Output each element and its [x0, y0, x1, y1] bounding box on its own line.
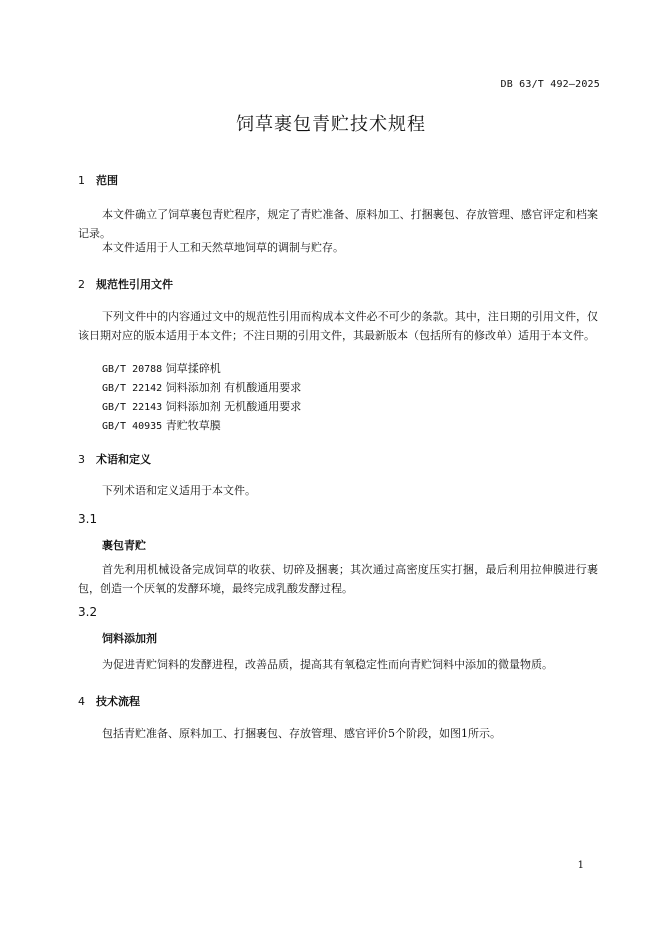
section-2-intro: 下列文件中的内容通过文中的规范性引用而构成本文件必不可少的条款。其中，注日期的引用文件，仅该日期对应的版本适用于本文件；不注日期的引用文件，其最新版本（包括所有的修改单）适用于本文件。: [78, 310, 598, 342]
section-number: 1: [78, 174, 85, 187]
section-1-paragraph-1: 本文件确立了饲草裹包青贮程序，规定了青贮准备、原料加工、打捆裹包、存放管理、感官评定和档案记录。: [78, 208, 598, 240]
term-definition: 首先利用机械设备完成饲草的收获、切碎及捆裹；其次通过高密度压实打捆，最后利用拉伸膜进行裹包，创造一个厌氧的发酵环境，最终完成乳酸发酵过程。: [78, 563, 598, 595]
section-title: 规范性引用文件: [96, 278, 173, 291]
term-definition: 为促进青贮饲料的发酵进程，改善品质，提高其有氧稳定性而向青贮饲料中添加的微量物质。: [102, 658, 553, 671]
section-number: 3: [78, 453, 85, 466]
document-code: DB 63/T 492—2025: [500, 79, 600, 90]
reference-name: 青贮牧草膜: [165, 419, 221, 432]
term-name: 饲料添加剂: [102, 632, 157, 645]
reference-code: GB/T 22142: [102, 383, 163, 394]
section-number: 2: [78, 278, 85, 291]
term-number: 3.1: [78, 512, 98, 526]
section-number: 4: [78, 695, 85, 708]
reference-item: [102, 359, 221, 379]
section-3-intro: 下列术语和定义适用于本文件。: [102, 484, 256, 497]
section-4-paragraph: 包括青贮准备、原料加工、打捆裹包、存放管理、感官评价5个阶段，如图1所示。: [102, 727, 501, 740]
section-title: 范围: [96, 174, 118, 187]
section-2-heading: [78, 276, 173, 292]
section-title: 术语和定义: [96, 453, 151, 466]
section-1-heading: [78, 172, 118, 188]
reference-item: [102, 416, 221, 436]
section-3-heading: [78, 451, 151, 467]
reference-name: 饲料添加剂 无机酸通用要求: [165, 400, 302, 413]
term-name: 裹包青贮: [102, 539, 146, 552]
page-number: 1: [577, 860, 584, 871]
section-4-heading: [78, 693, 140, 709]
reference-item: [102, 378, 301, 398]
term-number: 3.2: [78, 605, 98, 619]
reference-item: [102, 397, 301, 417]
reference-code: GB/T 40935: [102, 421, 163, 432]
reference-code: GB/T 20788: [102, 364, 163, 375]
document-title: 饲草裹包青贮技术规程: [236, 114, 426, 135]
section-1-paragraph-2: 本文件适用于人工和天然草地饲草的调制与贮存。: [102, 241, 344, 254]
reference-code: GB/T 22143: [102, 402, 163, 413]
reference-name: 饲料添加剂 有机酸通用要求: [165, 381, 302, 394]
reference-name: 饲草揉碎机: [165, 362, 221, 375]
section-title: 技术流程: [96, 695, 140, 708]
